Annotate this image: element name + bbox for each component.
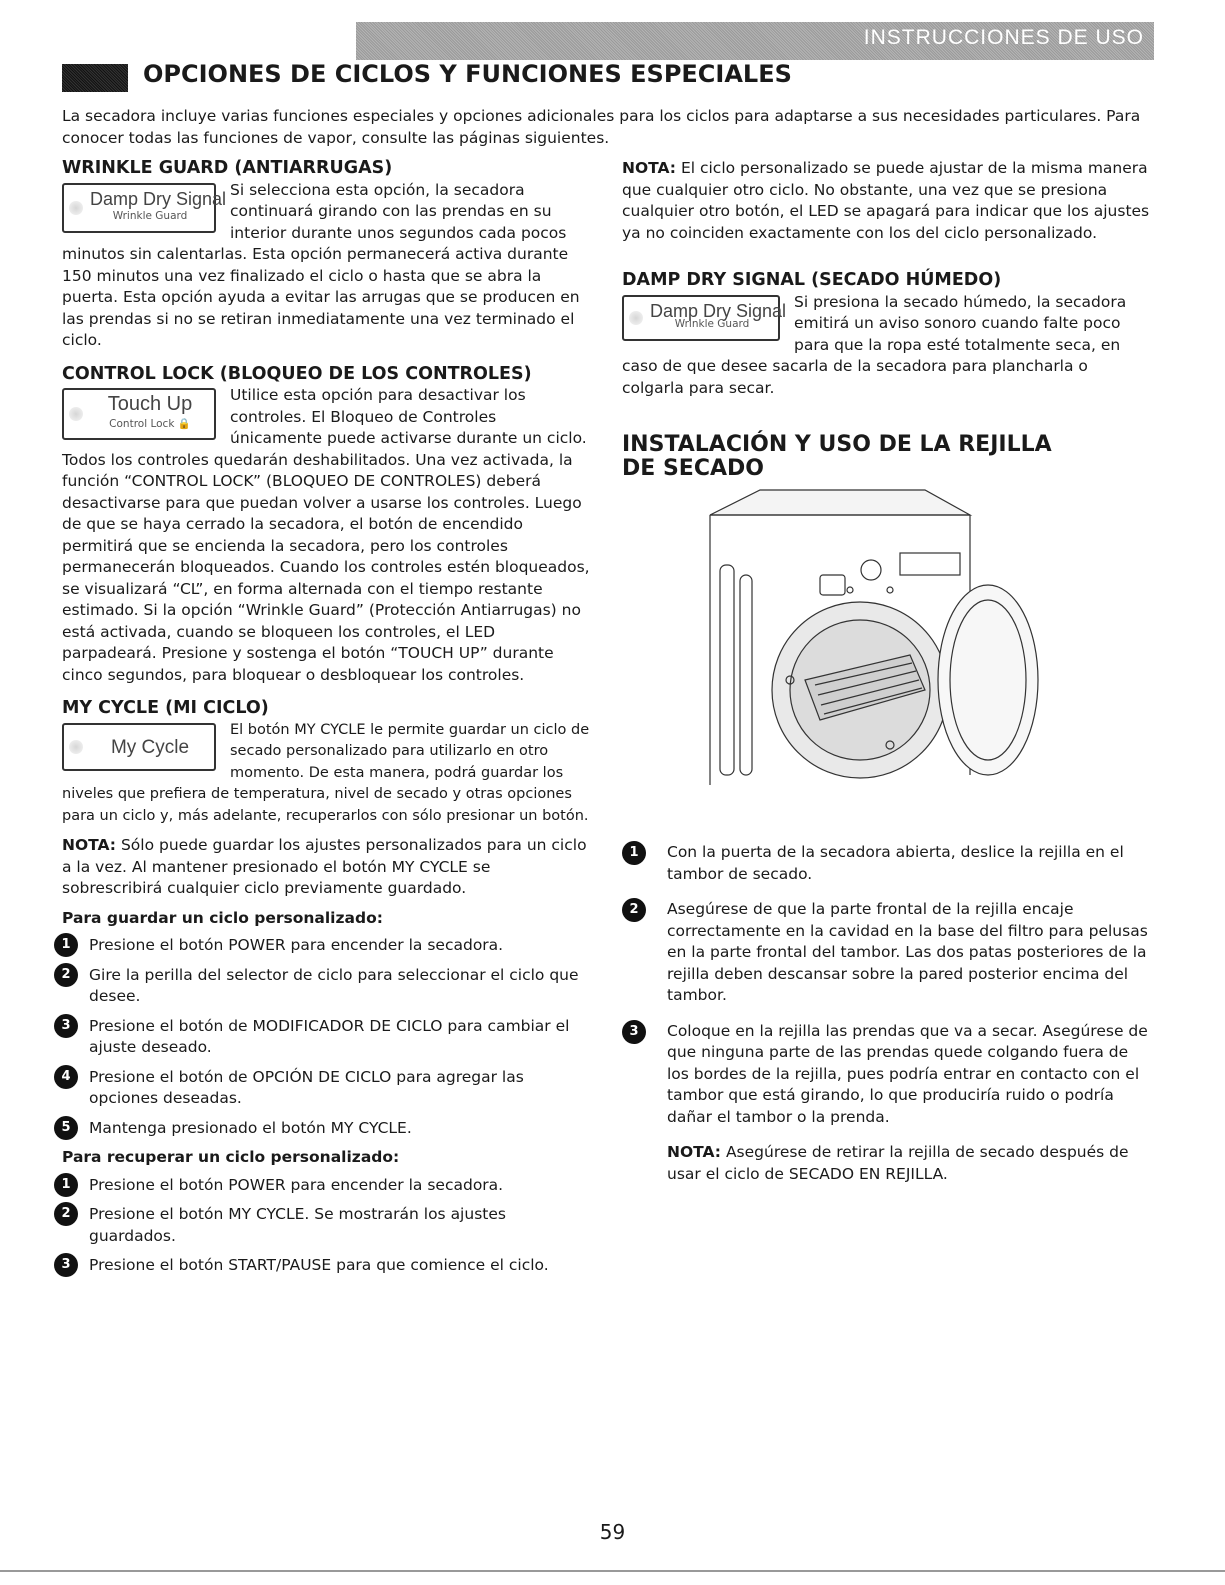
title-marker xyxy=(62,64,128,92)
damp-dry-wrinkle-button-graphic xyxy=(62,183,227,233)
page-number: 59 xyxy=(599,1520,626,1544)
left-column xyxy=(62,158,590,1285)
recall-step-3: 3 Presione el botón START/PAUSE para que comience el ciclo. xyxy=(62,1255,590,1277)
step-number-icon: 1 xyxy=(54,1173,78,1197)
recall-steps-list xyxy=(62,1175,590,1277)
button-sub-label: Wrinkle Guard xyxy=(674,318,750,330)
touch-up-button-graphic xyxy=(62,388,216,440)
my-cycle-heading: MY CYCLE (MI CICLO) xyxy=(62,698,269,718)
button-main-label: Damp Dry Signal xyxy=(650,300,787,321)
rack-step-2: 2 Asegúrese de que la parte frontal de la rejilla encaje correctamente en la cavidad en la base del filtro para pelusas en la parte frontal del tambor. Las dos patas posteriores de la rejilla deben descansar sobre la pared posterior encima del tambor. xyxy=(622,899,1152,1007)
damp-dry-button-graphic xyxy=(622,295,787,341)
note-label: NOTA: xyxy=(667,1143,722,1161)
recall-cycle-heading: Para recuperar un ciclo personalizado: xyxy=(62,1148,400,1166)
note-text: Sólo puede guardar los ajustes personalizados para un ciclo a la vez. Al mantener presionado el botón MY CYCLE se sobrescribirá cualquier ciclo previamente guardado. xyxy=(62,836,587,897)
step-number-icon: 1 xyxy=(54,933,78,957)
my-cycle-note-2 xyxy=(622,158,1152,244)
button-main-label: Touch Up xyxy=(107,393,193,415)
note-text: El ciclo personalizado se puede ajustar de la misma manera que cualquier otro ciclo. No obstante, una vez que se presiona cualquier otro botón, el LED se apagará para indicar que los ajustes ya no coinciden exactamente con los del ciclo personalizado. xyxy=(622,159,1150,242)
right-column xyxy=(622,158,1152,481)
section-label: INSTRUCCIONES DE USO xyxy=(863,26,1144,49)
button-sub-label: Wrinkle Guard xyxy=(112,210,188,222)
header-bar xyxy=(356,22,1154,60)
rack-heading: INSTALACIÓN Y USO DE LA REJILLA DE SECADO xyxy=(622,432,1052,481)
led-icon xyxy=(629,311,643,325)
control-lock-heading: CONTROL LOCK (BLOQUEO DE LOS CONTROLES) xyxy=(62,363,532,384)
wrinkle-guard-heading: WRINKLE GUARD (ANTIARRUGAS) xyxy=(62,158,393,178)
step-number-icon: 2 xyxy=(622,898,646,922)
step-number-icon: 1 xyxy=(622,841,646,865)
save-step-3: 3 Presione el botón de MODIFICADOR DE CICLO para cambiar el ajuste deseado. xyxy=(62,1016,590,1059)
save-step-2: 2 Gire la perilla del selector de ciclo para seleccionar el ciclo que desee. xyxy=(62,965,590,1008)
button-main-label: Damp Dry Signal xyxy=(90,188,227,209)
note-text: Asegúrese de retirar la rejilla de secado después de usar el ciclo de SECADO EN REJILLA. xyxy=(667,1143,1129,1183)
bottom-rule xyxy=(0,1570,1225,1572)
button-main-label: My Cycle xyxy=(110,736,190,758)
page-title: OPCIONES DE CICLOS Y FUNCIONES ESPECIALES xyxy=(143,60,792,88)
note-label: NOTA: xyxy=(622,159,677,177)
save-cycle-heading: Para guardar un ciclo personalizado: xyxy=(62,908,383,927)
recall-step-2: 2 Presione el botón MY CYCLE. Se mostrarán los ajustes guardados. xyxy=(62,1204,590,1247)
led-icon xyxy=(69,201,83,215)
save-steps-list xyxy=(62,935,590,1139)
my-cycle-note xyxy=(62,835,590,900)
step-number-icon: 2 xyxy=(54,963,78,987)
damp-dry-text: Si presiona la secado húmedo, la secadora emitirá un aviso sonoro cuando falte poco para que la ropa esté totalmente seca, en caso de que desee sacarla de la secadora para plancharla o colgarla para secar. xyxy=(622,292,1127,397)
my-cycle-button-graphic xyxy=(62,723,216,771)
dryer-with-rack-illustration xyxy=(690,485,1050,795)
step-number-icon: 4 xyxy=(54,1065,78,1089)
led-icon xyxy=(69,740,83,754)
rack-note xyxy=(622,1142,1152,1185)
wrinkle-guard-text: Si selecciona esta opción, la secadora continuará girando con las prendas en su interior durante unos segundos cada pocos minutos sin calentarlas. Esta opción permanecerá activa durante 150 minutos una vez finalizado el ciclo o hasta que se abra la puerta. Esta opción ayuda a evitar las arrugas que se producen en las prendas si no se retiran inmediatamente una vez terminado el ciclo. xyxy=(62,180,580,349)
my-cycle-text: El botón MY CYCLE le permite guardar un ciclo de secado personalizado para utilizarlo en otro momento. De esta manera, podrá guardar los niveles que prefiera de temperatura, nivel de secado y otras opciones para un ciclo y, más adelante, recuperarlos con sólo presionar un botón. xyxy=(62,721,590,824)
save-step-5: 5 Mantenga presionado el botón MY CYCLE. xyxy=(62,1118,590,1140)
button-sub-label: Control Lock 🔒 xyxy=(109,417,191,430)
step-number-icon: 5 xyxy=(54,1116,78,1140)
damp-dry-heading: DAMP DRY SIGNAL (SECADO HÚMEDO) xyxy=(622,270,1002,290)
rack-step-1: 1 Con la puerta de la secadora abierta, deslice la rejilla en el tambor de secado. xyxy=(622,842,1152,885)
note-label: NOTA: xyxy=(62,836,117,854)
save-step-4: 4 Presione el botón de OPCIÓN DE CICLO para agregar las opciones deseadas. xyxy=(62,1067,590,1110)
save-step-1: 1 Presione el botón POWER para encender la secadora. xyxy=(62,935,590,957)
rack-steps xyxy=(622,842,1152,1185)
recall-step-1: 1 Presione el botón POWER para encender la secadora. xyxy=(62,1175,590,1197)
step-number-icon: 3 xyxy=(54,1014,78,1038)
step-number-icon: 2 xyxy=(54,1202,78,1226)
intro-text: La secadora incluye varias funciones especiales y opciones adicionales para los ciclos para adaptarse a sus necesidades particulares. Para conocer todas las funciones de vapor, consulte las páginas siguientes. xyxy=(62,107,1141,147)
step-number-icon: 3 xyxy=(54,1253,78,1277)
step-number-icon: 3 xyxy=(622,1020,646,1044)
rack-step-3: 3 Coloque en la rejilla las prendas que va a secar. Asegúrese de que ninguna parte de las prendas quede colgando fuera de los bordes de la rejilla, pues podría entrar en contacto con el tambor que está girando, lo que produciría ruido o podría dañar el tambor o la prenda. xyxy=(622,1021,1152,1129)
control-lock-text: Utilice esta opción para desactivar los controles. El Bloqueo de Controles únicamente puede activarse durante un ciclo. Todos los controles quedarán deshabilitados. Una vez activada, la función “CONTROL LOCK” (BLOQUEO DE CONTROLES) deberá desactivarse para que puedan volver a usarse los controles. Luego de que se haya cerrado la secadora, el botón de encendido permitirá que se encienda la secadora, pero los controles permanecerán bloqueados. Cuando los controles estén bloqueados, se visualizará “CL”, en forma alternada con el tiempo restante estimado. Si la opción “Wrinkle Guard” (Protección Antiarrugas) no está activada, cuando se bloqueen los controles, el LED parpadeará. Presione y sostenga el botón “TOUCH UP” durante cinco segundos, para bloquear o desbloquear los controles. xyxy=(62,386,590,684)
led-icon xyxy=(69,407,83,421)
